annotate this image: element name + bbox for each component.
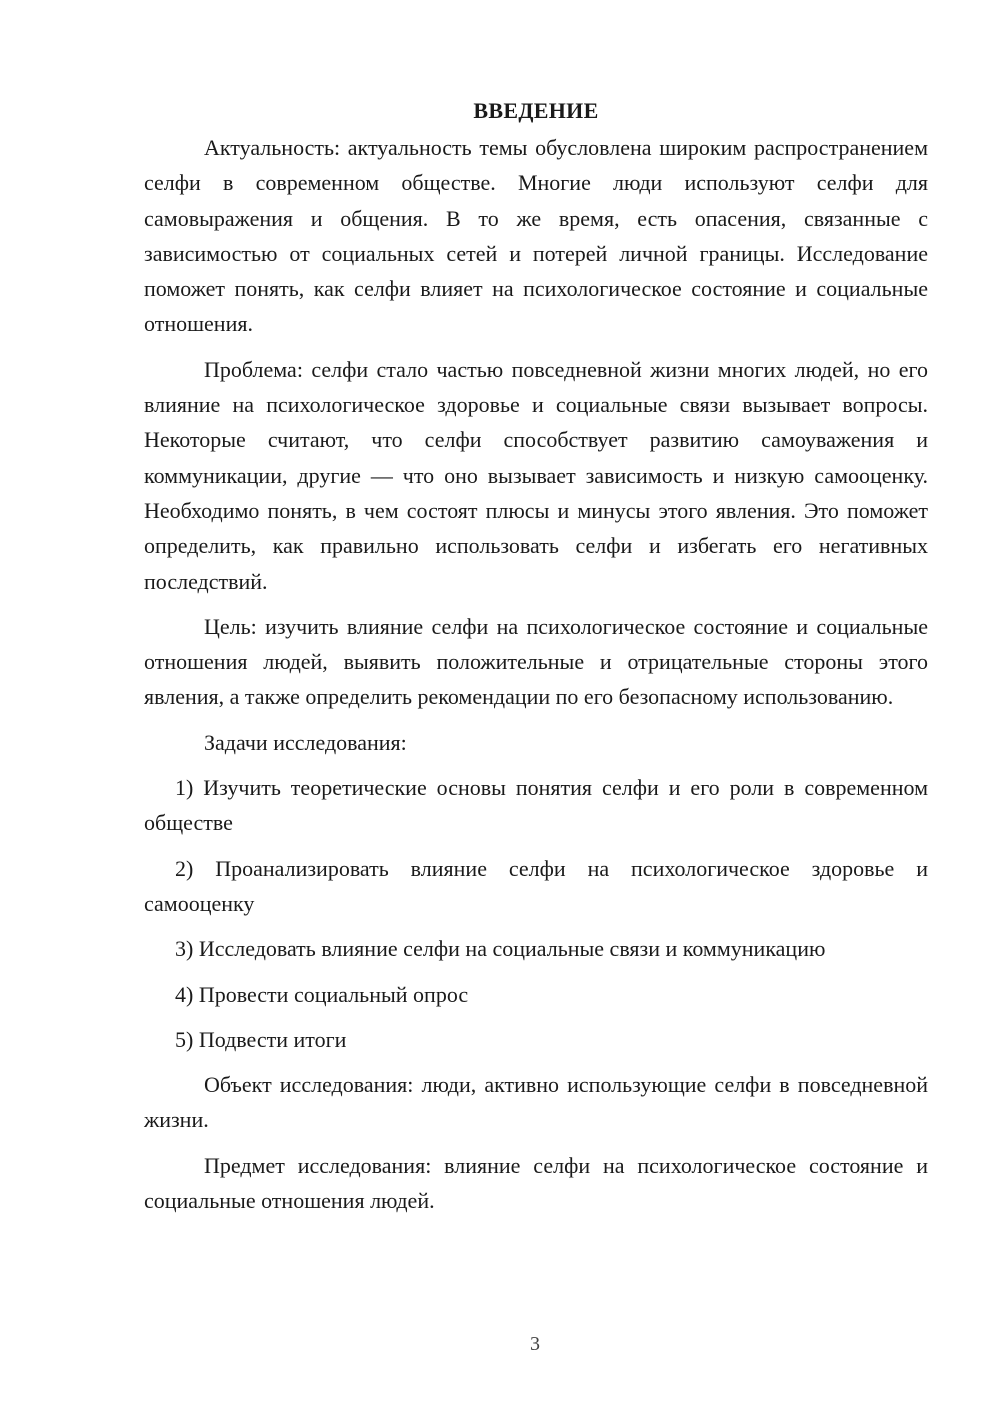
task-item-4: 4) Провести социальный опрос bbox=[175, 981, 469, 1007]
task-item-2: 2) Проанализировать влияние селфи на психологическое здоровье и самооценку bbox=[144, 855, 928, 916]
paragraph-relevance: Актуальность: актуальность темы обусловлена широким распространением селфи в современном обществе. Многие люди используют селфи для самовыражения и общения. В то же время, есть опасения, связанные с зависимостью от социальных сетей и потерей личной границы. Исследование поможет понять, как селфи влияет на психологическое состояние и социальные отношения. bbox=[144, 135, 928, 337]
paragraph-subject: Предмет исследования: влияние селфи на психологическое состояние и социальные отношения людей. bbox=[144, 1152, 928, 1214]
task-item-1: 1) Изучить теоретические основы понятия селфи и его роли в современном обществе bbox=[144, 775, 928, 836]
paragraph-goal: Цель: изучить влияние селфи на психологическое состояние и социальные отношения людей, выявить положительные и отрицательные стороны этого явления, а также определить рекомендации по его безопасному использованию. bbox=[144, 613, 928, 710]
section-title: ВВЕДЕНИЕ bbox=[473, 98, 599, 123]
paragraph-tasks-heading: Задачи исследования: bbox=[204, 729, 407, 755]
task-item-3: 3) Исследовать влияние селфи на социальные связи и коммуникацию bbox=[175, 936, 826, 962]
document-page bbox=[144, 96, 928, 1228]
page-number: 3 bbox=[530, 1333, 540, 1355]
task-item-5: 5) Подвести итоги bbox=[175, 1026, 347, 1052]
paragraph-object: Объект исследования: люди, активно использующие селфи в повседневной жизни. bbox=[144, 1072, 928, 1133]
paragraph-problem: Проблема: селфи стало частью повседневной жизни многих людей, но его влияние на психологическое здоровье и социальные связи вызывает вопросы. Некоторые считают, что селфи способствует развитию самоуважения и коммуникации, другие — что оно вызывает зависимость и низкую самооценку. Необходимо понять, в чем состоят плюсы и минусы этого явления. Это поможет определить, как правильно использовать селфи и избегать его негативных последствий. bbox=[144, 356, 928, 594]
